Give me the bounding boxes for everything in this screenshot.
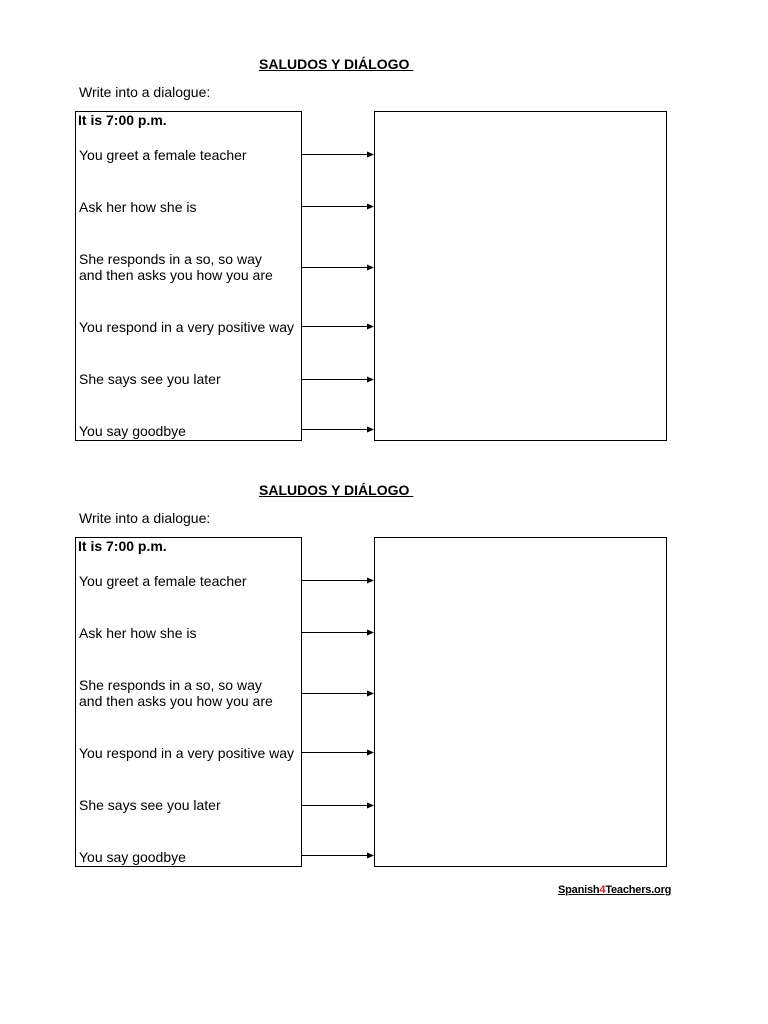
logo-prefix: Spanish: [558, 884, 600, 896]
arrow-icon: [302, 628, 374, 637]
logo-number: 4: [599, 884, 606, 896]
logo-suffix: Teachers.org: [605, 884, 672, 896]
step-ask-how-she-is: Ask her how she is: [79, 625, 197, 641]
step-greet-teacher: You greet a female teacher: [79, 573, 247, 589]
arrow-icon: [302, 202, 374, 211]
worksheet-title: SALUDOS Y DIÁLOGO: [259, 482, 414, 498]
step-say-goodbye: You say goodbye: [79, 423, 186, 439]
step-say-goodbye: You say goodbye: [79, 849, 186, 865]
arrow-icon: [302, 689, 374, 698]
arrow-icon: [302, 375, 374, 384]
worksheet-instruction: Write into a dialogue:: [79, 510, 211, 526]
worksheet-title: SALUDOS Y DIÁLOGO: [259, 56, 414, 72]
step-ask-how-she-is: Ask her how she is: [79, 199, 197, 215]
worksheet-1: [0, 0, 768, 439]
step-greet-teacher: You greet a female teacher: [79, 147, 247, 163]
step-see-you-later: She says see you later: [79, 797, 221, 813]
arrow-icon: [302, 322, 374, 331]
arrow-icon: [302, 801, 374, 810]
answer-box[interactable]: [374, 111, 667, 441]
worksheet-2: [0, 426, 768, 865]
step-see-you-later: She says see you later: [79, 371, 221, 387]
arrow-icon: [302, 851, 374, 860]
arrow-icon: [302, 748, 374, 757]
step-respond-positive: You respond in a very positive way: [79, 745, 295, 761]
time-label: It is 7:00 p.m.: [78, 112, 167, 128]
step-she-responds: She responds in a so, so way and then asks you how you are: [79, 677, 273, 709]
answer-box[interactable]: [374, 537, 667, 867]
arrow-icon: [302, 576, 374, 585]
worksheet-instruction: Write into a dialogue:: [79, 84, 211, 100]
arrow-icon: [302, 263, 374, 272]
step-respond-positive: You respond in a very positive way: [79, 319, 295, 335]
step-she-responds: She responds in a so, so way and then asks you how you are: [79, 251, 273, 283]
arrow-icon: [302, 150, 374, 159]
time-label: It is 7:00 p.m.: [78, 538, 167, 554]
spanish4teachers-logo[interactable]: [558, 884, 671, 896]
